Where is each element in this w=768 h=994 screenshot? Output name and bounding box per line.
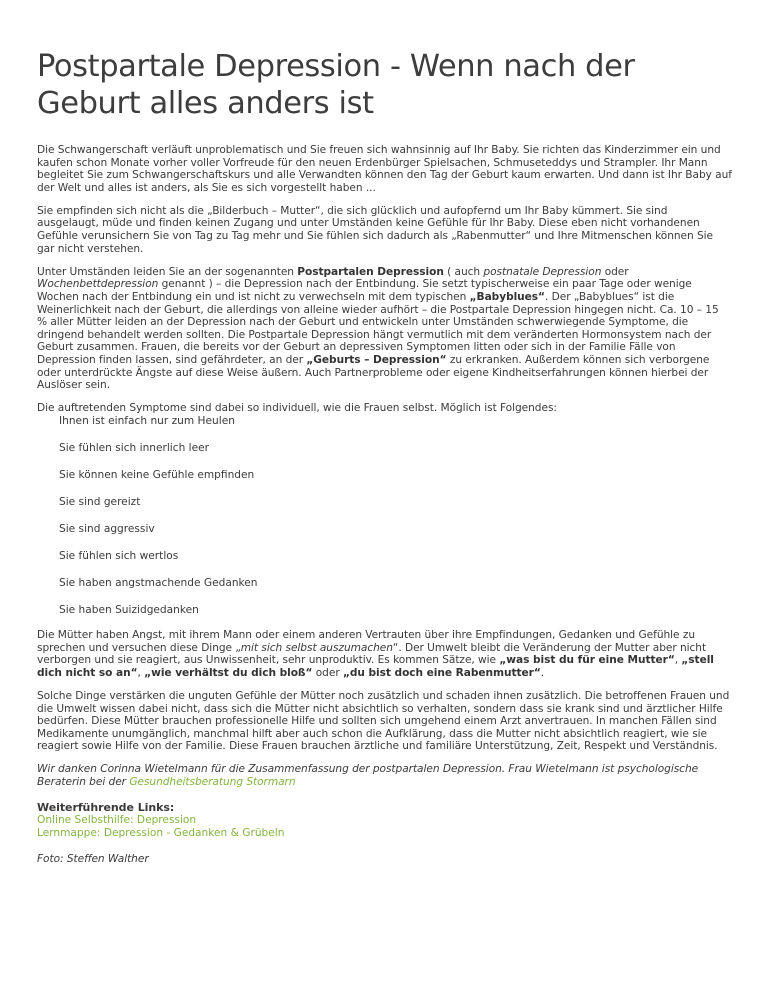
list-item: Sie können keine Gefühle empfinden — [59, 468, 255, 481]
intro-paragraph: Die Schwangerschaft verläuft unproblematisch und Sie freuen sich wahnsinnig auf Ihr Baby. Sie richten das Kinderzimmer ein und kaufen schon Monate vorher voller Vorfreude für den neuen Erdenbürger Spielsachen, Schmuseteddys und Strampler. Ihr Mann begleitet Sie zum Schwangerschaftskurs und alle Verwandten können den Tag der Geburt kaum erwarten. Und dann ist Ihr Baby auf der Welt und alles ist anders, als Sie es sich vorgestellt haben ... — [37, 144, 732, 194]
text: zu erkranken. Außerdem können sich verborgene oder unterdrückte Ängste auf diese Weise äußern. Auch Partnerprobleme oder eigene Kindheitserfahrungen können hierbei der Auslöser sein. — [37, 353, 710, 392]
quote-bold: „was bist du für eine Mutter“ — [499, 654, 675, 667]
text: . — [540, 666, 545, 679]
list-item: Sie sind gereizt — [59, 496, 141, 509]
symptoms-list — [37, 415, 732, 617]
list-item: Sie haben angstmachende Gedanken — [59, 577, 258, 590]
definition-paragraph — [37, 266, 732, 392]
quote-bold: „wie verhältst du dich bloß“ — [144, 666, 313, 679]
help-paragraph: Solche Dinge verstärken die unguten Gefühle der Mütter noch zusätzlich und schaden ihnen zusätzlich. Die betroffenen Frauen und die Umwelt wissen dabei nicht, dass sich die Mütter nicht absichtlich so verhalten, sondern dass sie krank sind und ärztlicher Hilfe bedürfen. Diese Mütter brauchen professionelle Hilfe und sollten sich umgehend einem Arzt anvertrauen. In manchen Fällen sind Medikamente unumgänglich, manchmal hilft aber auch schon die Aufklärung, dass die Mutter nicht absichtlich reagiert, wie sie reagiert sowie Hilfe von der Familie. Diese Frauen brauchen ärztliche und familiäre Unterstützung, Zeit, Respekt und Verständnis. — [37, 689, 730, 753]
list-item: Sie sind aggressiv — [59, 523, 155, 536]
link-online-selbsthilfe[interactable]: Online Selbsthilfe: Depression — [37, 814, 197, 827]
text: ( auch — [443, 265, 484, 278]
text: oder — [601, 265, 629, 278]
text: Unter Umständen leiden Sie an der sogenannten — [37, 265, 298, 278]
text: . Der „Babyblues“ ist die Weinerlichkeit nach der Geburt, die allerdings von alleine wieder aufhört – die Postpartale Depression hingegen nicht. Ca. 10 – 15 % aller Mütter leiden an der Depression nach der Geburt und entwickeln unter Umständen schwerwiegende Symptome, die dringend behandelt werden sollten. Die Postpartale Depression hängt vermutlich mit dem veränderten Hormonsystem nach der Geburt zusammen. Frauen, die bereits vor der Geburt an depressiven Symptomen litten oder sich in der Familie Fälle von Depression finden lassen, sind gefährdeter, an der — [37, 290, 719, 366]
page-title: Postpartale Depression - Wenn nach der Geburt alles anders ist — [37, 49, 635, 121]
quote-bold: „du bist doch eine Rabenmutter“ — [342, 666, 541, 679]
text: , — [137, 666, 145, 679]
term-geburts-depression: „Geburts – Depression“ — [306, 353, 447, 366]
feelings-paragraph: Sie empfinden sich nicht als die „Bilderbuch – Mutter“, die sich glücklich und aufopfernd um Ihr Baby kümmert. Sie sind ausgelaugt, müde und finden keinen Zugang und unter Umständen keine Gefühle für Ihr Baby. Diese eben nicht vorhandenen Gefühle verunsichern Sie von Tag zu Tag mehr und Sie fühlen sich dadurch als „Rabenmutter“ und Ihre Mitmenschen können Sie gar nicht verstehen. — [37, 204, 714, 255]
list-item: Sie fühlen sich innerlich leer — [59, 441, 209, 454]
text: oder — [312, 666, 343, 679]
term-postpartale-depression: Postpartalen Depression — [297, 265, 444, 278]
symptoms-intro: Die auftretenden Symptome sind dabei so individuell, wie die Frauen selbst. Möglich ist Folgendes: — [37, 402, 557, 415]
further-links — [37, 802, 732, 840]
list-item: Sie haben Suizidgedanken — [59, 604, 199, 617]
quote: mit sich selbst auszumachen — [240, 641, 393, 654]
acknowledgement — [37, 763, 732, 788]
quote-bold: „stell dich nicht so an“ — [37, 654, 714, 679]
text: genannt ) – die Depression nach der Entbindung. Sie setzt typischerweise ein paar Tage oder wenige Wochen nach der Entbindung ein und ist nicht zu verwechseln mit dem typischen — [37, 278, 692, 303]
text: Wir danken Corinna Wietelmann für die Zusammenfassung der postpartalen Depression. Frau Wietelmann ist psychologische Beraterin bei der — [37, 763, 699, 788]
photo-credit: Foto: Steffen Walther — [37, 853, 149, 866]
further-links-title: Weiterführende Links: — [37, 800, 175, 814]
text: , — [674, 654, 682, 667]
list-item: Ihnen ist einfach nur zum Heulen — [59, 414, 235, 427]
term-wochenbettdepression: Wochenbettdepression — [37, 278, 159, 291]
reactions-paragraph — [37, 629, 732, 679]
gesundheitsberatung-link[interactable]: Gesundheitsberatung Stormarn — [129, 775, 296, 788]
list-item: Sie fühlen sich wertlos — [59, 550, 179, 563]
link-lernmappe[interactable]: Lernmappe: Depression - Gedanken & Grübeln — [37, 826, 285, 839]
text: Die Mütter haben Angst, mit ihrem Mann oder einem anderen Vertrauten über ihre Empfindungen, Gedanken und Gefühle zu sprechen und versuchen diese Dinge „ — [37, 629, 696, 654]
term-postnatale-depression: postnatale Depression — [483, 265, 602, 278]
term-babyblues: „Babyblues“ — [469, 290, 545, 303]
text: “. Der Umwelt bleibt die Veränderung der Mutter aber nicht verborgen und sie reagiert, aus Unwissenheit, sehr unproduktiv. Es kommen Sätze, wie — [37, 641, 707, 667]
